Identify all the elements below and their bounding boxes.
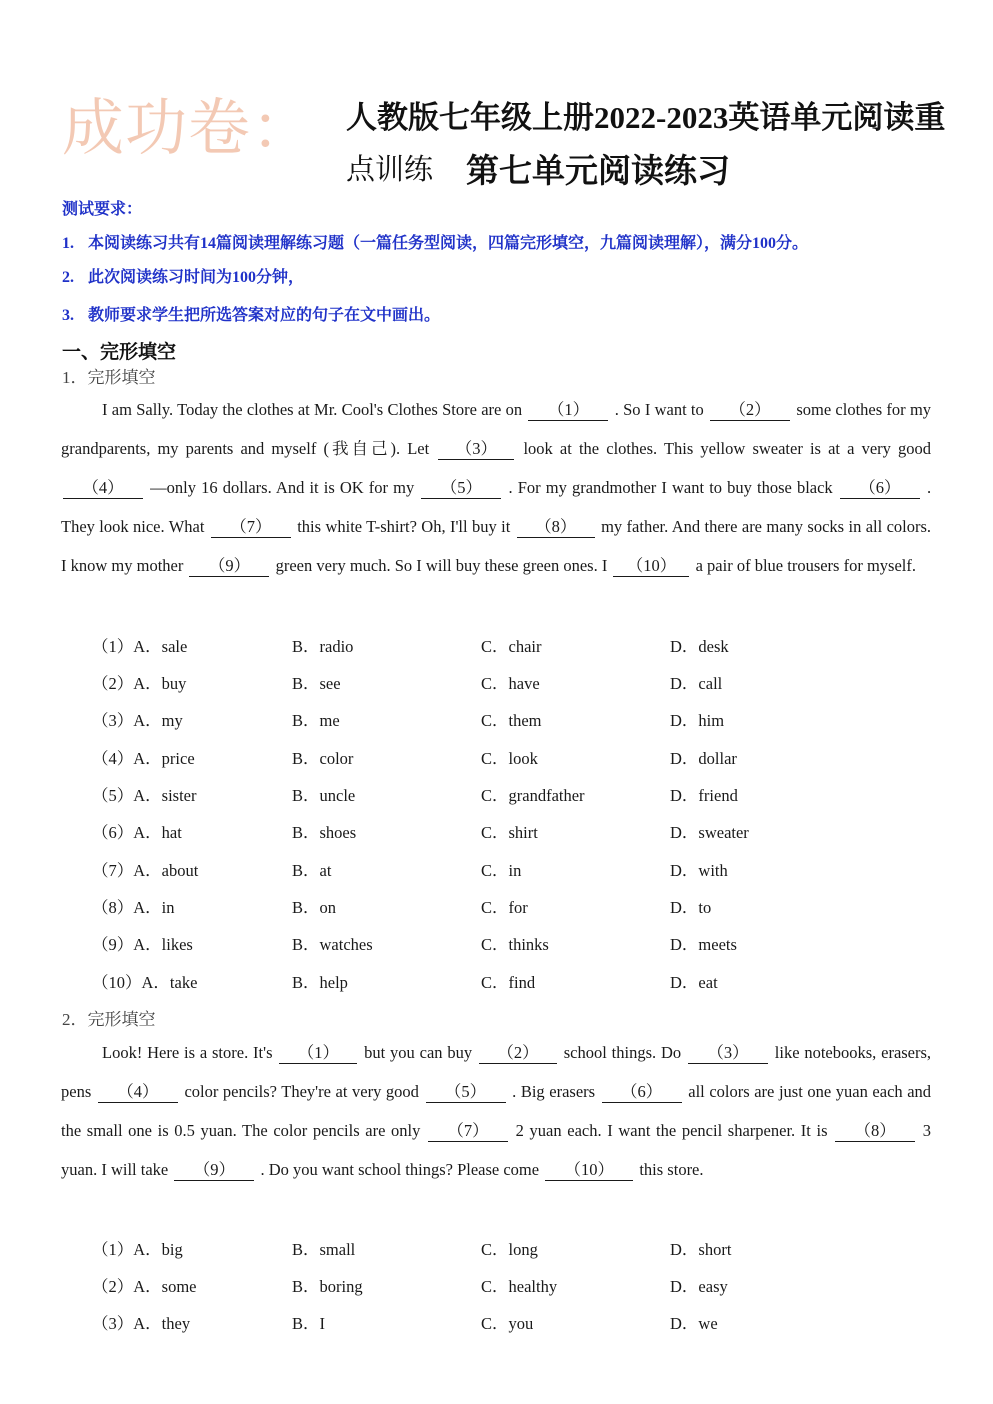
option-d[interactable]: D．him bbox=[670, 711, 725, 730]
option-a[interactable]: （4）A．price bbox=[92, 749, 195, 768]
option-a[interactable]: （3）A．my bbox=[92, 711, 183, 730]
answer-blank-5[interactable]: （5） bbox=[426, 1082, 506, 1103]
passage-text: . Do you want school things? Please come bbox=[260, 1160, 540, 1179]
passage-text: . So I want to bbox=[614, 400, 704, 419]
option-d[interactable]: D．short bbox=[670, 1240, 732, 1259]
passage-text: some clothes for my grandparents, my parents and myself (我自己). Let bbox=[61, 400, 932, 458]
option-d[interactable]: D．desk bbox=[670, 637, 729, 656]
option-c[interactable]: C．find bbox=[481, 973, 536, 992]
answer-blank-5[interactable]: （5） bbox=[421, 478, 501, 499]
option-c[interactable]: C．thinks bbox=[481, 935, 549, 954]
option-c[interactable]: C．long bbox=[481, 1240, 538, 1259]
option-c[interactable]: C．for bbox=[481, 898, 528, 917]
passage-text: . Big erasers bbox=[512, 1082, 596, 1101]
option-b[interactable]: B．me bbox=[292, 711, 340, 730]
option-b[interactable]: B．see bbox=[292, 674, 341, 693]
answer-blank-6[interactable]: （6） bbox=[840, 478, 920, 499]
question-2-passage bbox=[61, 1033, 931, 1189]
passage-text: I am Sally. Today the clothes at Mr. Cool's Clothes Store are on bbox=[102, 400, 523, 419]
passage-text: 2 yuan each. I want the pencil sharpener. It is bbox=[515, 1121, 828, 1140]
option-c[interactable]: C．in bbox=[481, 861, 522, 880]
option-d[interactable]: D．eat bbox=[670, 973, 718, 992]
option-c[interactable]: C．shirt bbox=[481, 823, 538, 842]
option-row-q1-9 bbox=[92, 931, 952, 955]
option-d[interactable]: D．with bbox=[670, 861, 728, 880]
passage-text: this store. bbox=[639, 1160, 704, 1179]
option-a[interactable]: （7）A．about bbox=[92, 861, 199, 880]
option-row-q1-5 bbox=[92, 782, 952, 806]
answer-blank-3[interactable]: （3） bbox=[688, 1043, 768, 1064]
answer-blank-10[interactable]: （10） bbox=[613, 556, 689, 577]
option-b[interactable]: B．at bbox=[292, 861, 332, 880]
option-c[interactable]: C．healthy bbox=[481, 1277, 558, 1296]
option-c[interactable]: C．grandfather bbox=[481, 786, 585, 805]
passage-text: all colors are just one yuan each and the small one is 0.5 yuan. The color pencils are only bbox=[61, 1082, 932, 1140]
passage-text: a pair of blue trousers for myself. bbox=[695, 556, 916, 575]
option-a[interactable]: （2）A．some bbox=[92, 1277, 197, 1296]
answer-blank-9[interactable]: （9） bbox=[189, 556, 269, 577]
option-row-q1-8 bbox=[92, 894, 952, 918]
passage-text: —only 16 dollars. And it is OK for my bbox=[150, 478, 415, 497]
option-c[interactable]: C．chair bbox=[481, 637, 542, 656]
option-b[interactable]: B．uncle bbox=[292, 786, 356, 805]
option-a[interactable]: （3）A．they bbox=[92, 1314, 191, 1333]
option-a[interactable]: （8）A．in bbox=[92, 898, 175, 917]
option-row-q2-2 bbox=[92, 1273, 952, 1297]
option-row-q1-3 bbox=[92, 707, 952, 731]
option-d[interactable]: D．meets bbox=[670, 935, 737, 954]
requirement-number: 1. bbox=[62, 235, 74, 252]
answer-blank-3[interactable]: （3） bbox=[438, 439, 514, 460]
option-row-q1-2 bbox=[92, 670, 952, 694]
answer-blank-8[interactable]: （8） bbox=[517, 517, 595, 538]
question-2-heading: 2．完形填空 bbox=[62, 1010, 156, 1029]
question-1-heading: 1．完形填空 bbox=[62, 368, 156, 387]
option-d[interactable]: D．friend bbox=[670, 786, 738, 805]
requirement-number: 3. bbox=[62, 307, 74, 324]
option-row-q1-10 bbox=[92, 969, 952, 993]
passage-text: color pencils? They're at very good bbox=[184, 1082, 419, 1101]
option-d[interactable]: D．we bbox=[670, 1314, 718, 1333]
answer-blank-6[interactable]: （6） bbox=[602, 1082, 682, 1103]
passage-text: but you can buy bbox=[364, 1043, 473, 1062]
answer-blank-4[interactable]: （4） bbox=[98, 1082, 178, 1103]
section-title: 一、完形填空 bbox=[62, 341, 177, 363]
answer-blank-7[interactable]: （7） bbox=[428, 1121, 508, 1142]
requirement-item-2 bbox=[62, 264, 304, 287]
option-a[interactable]: （6）A．hat bbox=[92, 823, 182, 842]
requirement-item-3 bbox=[62, 302, 440, 325]
passage-text: green very much. So I will buy these green ones. I bbox=[275, 556, 608, 575]
option-c[interactable]: C．you bbox=[481, 1314, 534, 1333]
option-b[interactable]: B．boring bbox=[292, 1277, 363, 1296]
option-a[interactable]: （2）A．buy bbox=[92, 674, 187, 693]
requirement-text: 此次阅读练习时间为100分钟， bbox=[88, 269, 305, 286]
option-d[interactable]: D．easy bbox=[670, 1277, 728, 1296]
passage-text: . They look nice. What bbox=[61, 478, 932, 536]
option-row-q1-1 bbox=[92, 633, 952, 657]
option-a[interactable]: （5）A．sister bbox=[92, 786, 197, 805]
requirements-heading: 测试要求： bbox=[62, 201, 143, 218]
option-a[interactable]: （9）A．likes bbox=[92, 935, 193, 954]
option-b[interactable]: B．radio bbox=[292, 637, 354, 656]
passage-text: like notebooks, erasers, pens bbox=[61, 1043, 932, 1101]
passage-text: . For my grandmother I want to buy those black bbox=[508, 478, 833, 497]
option-b[interactable]: B．shoes bbox=[292, 823, 357, 842]
option-b[interactable]: B．I bbox=[292, 1314, 325, 1333]
requirement-item-1 bbox=[62, 230, 808, 253]
title-line-1: 人教版七年级上册2022-2023英语单元阅读重 bbox=[346, 100, 946, 135]
answer-blank-2[interactable]: （2） bbox=[479, 1043, 557, 1064]
title-line-2-unit: 第七单元阅读练习 bbox=[466, 151, 730, 190]
option-c[interactable]: C．have bbox=[481, 674, 540, 693]
answer-blank-4[interactable]: （4） bbox=[63, 478, 143, 499]
passage-text: this white T-shirt? Oh, I'll buy it bbox=[297, 517, 511, 536]
passage-text: Look! Here is a store. It's bbox=[102, 1043, 273, 1062]
answer-blank-2[interactable]: （2） bbox=[710, 400, 790, 421]
option-d[interactable]: D．to bbox=[670, 898, 712, 917]
requirement-text: 教师要求学生把所选答案对应的句子在文中画出。 bbox=[88, 307, 441, 324]
option-c[interactable]: C．them bbox=[481, 711, 542, 730]
option-d[interactable]: D．dollar bbox=[670, 749, 737, 768]
option-b[interactable]: B．on bbox=[292, 898, 337, 917]
option-b[interactable]: B．watches bbox=[292, 935, 373, 954]
option-row-q2-3 bbox=[92, 1310, 952, 1334]
answer-blank-1[interactable]: （1） bbox=[279, 1043, 357, 1064]
requirement-number: 2. bbox=[62, 269, 74, 286]
answer-blank-8[interactable]: （8） bbox=[835, 1121, 915, 1142]
option-a[interactable]: （1）A．big bbox=[92, 1240, 183, 1259]
option-a[interactable]: （1）A．sale bbox=[92, 637, 188, 656]
passage-text: 3 yuan. I will take bbox=[61, 1121, 932, 1179]
answer-blank-7[interactable]: （7） bbox=[211, 517, 291, 538]
requirement-text: 本阅读练习共有14篇阅读理解练习题（一篇任务型阅读，四篇完形填空，九篇阅读理解），满分100分。 bbox=[88, 235, 809, 252]
option-row-q1-4 bbox=[92, 745, 952, 769]
answer-blank-10[interactable]: （10） bbox=[545, 1160, 633, 1181]
option-b[interactable]: B．help bbox=[292, 973, 348, 992]
option-b[interactable]: B．small bbox=[292, 1240, 356, 1259]
question-1-passage bbox=[61, 390, 931, 585]
answer-blank-1[interactable]: （1） bbox=[528, 400, 608, 421]
answer-blank-9[interactable]: （9） bbox=[174, 1160, 254, 1181]
option-row-q1-7 bbox=[92, 857, 952, 881]
watermark-text: 成功卷： bbox=[62, 91, 315, 164]
option-d[interactable]: D．sweater bbox=[670, 823, 749, 842]
passage-text: school things. Do bbox=[563, 1043, 682, 1062]
option-row-q1-6 bbox=[92, 819, 952, 843]
passage-text: look at the clothes. This yellow sweater is at a very good bbox=[523, 439, 932, 458]
option-row-q2-1 bbox=[92, 1236, 952, 1260]
option-c[interactable]: C．look bbox=[481, 749, 538, 768]
option-a[interactable]: （10）A．take bbox=[92, 973, 198, 992]
title-line-2-prefix: 点训练 bbox=[346, 154, 434, 186]
option-b[interactable]: B．color bbox=[292, 749, 354, 768]
option-d[interactable]: D．call bbox=[670, 674, 723, 693]
passage-text: my father. And there are many socks in all colors. I know my mother bbox=[61, 517, 932, 575]
